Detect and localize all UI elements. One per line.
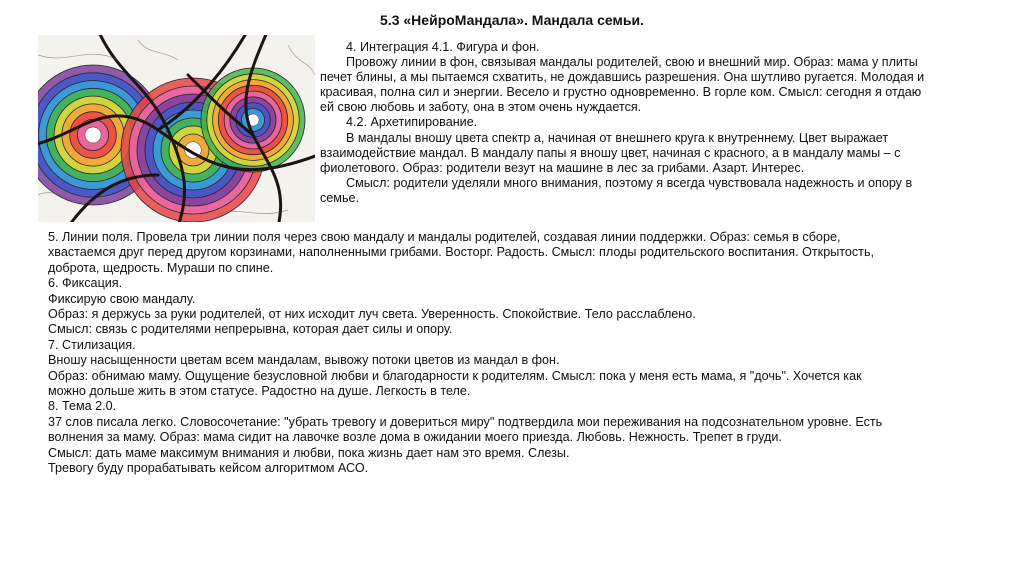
text-line: Образ: обнимаю маму. Ощущение безусловной любви и благодарности к родителям. Смысл: пока у меня есть мама, я "дочь". Хочется как — [48, 368, 862, 383]
text-line: Провожу линии в фон, связывая мандалы родителей, свою и внешний мир. Образ: мама у плиты — [346, 55, 918, 70]
text-line: Смысл: дать маме максимум внимания и любви, пока жизнь дает нам это время. Слезы. — [48, 445, 570, 460]
text-line: семье. — [320, 190, 360, 205]
text-line: Тревогу буду прорабатывать кейсом алгоритмом АСО. — [48, 461, 369, 476]
mandala-center — [85, 127, 101, 143]
text-line: ей свою любовь и заботу, она в этом очень нуждается. — [320, 100, 642, 115]
text-line: 7. Стилизация. — [48, 337, 136, 352]
text-line: 6. Фиксация. — [48, 276, 123, 291]
text-line: Смысл: родители уделяли много внимания, поэтому я всегда чувствовала надежность и опору в — [346, 175, 913, 190]
text-line: Смысл: связь с родителями непрерывна, которая дает силы и опору. — [48, 322, 453, 337]
text-line: можно дольше жить в этом статусе. Радостно на душе. Легкость в теле. — [48, 384, 471, 399]
steps-section — [48, 230, 988, 477]
text-line: В мандалы вношу цвета спектр а, начиная от внешнего круга к внутреннему. Цвет выражает — [346, 130, 889, 145]
mandala-3 — [201, 68, 305, 172]
text-line: 5. Линии поля. Провела три линии поля через свою мандалу и мандалы родителей, создавая линии поддержки. Образ: семья в сборе, — [48, 230, 841, 244]
text-line: печет блины, а мы пытаемся схватить, не дождавшись разрешения. Она шутливо ругается. Молодая и — [320, 70, 925, 85]
integration-section — [320, 40, 1000, 206]
text-line: волнения за маму. Образ: мама сидит на лавочке возле дома в ожидании моего приезда. Любовь. Нежность. Трепет в груди. — [48, 430, 782, 445]
text-line: 37 слов писала легко. Словосочетание: "убрать тревогу и довериться миру" подтвердила мои переживания на подсознательном уровне. Есть — [48, 414, 883, 429]
text-line: Образ: я держусь за руки родителей, от них исходит луч света. Уверенность. Спокойствие. Тело расслаблено. — [48, 307, 696, 322]
text-line: хвастаемся друг перед другом корзинами, наполненными грибами. Восторг. Радость. Смысл: плоды родительского воспитания. Открытость, — [48, 245, 875, 260]
slide-title: 5.3 «НейроМандала». Мандала семьи. — [380, 12, 644, 28]
text-line: 8. Тема 2.0. — [48, 399, 117, 414]
text-line: взаимодействие мандал. В мандалу папы я вношу цвет, начиная с красного, а в мандалу мамы – с — [320, 145, 901, 160]
mandala-artwork — [38, 35, 315, 222]
text-line: 4. Интеграция 4.1. Фигура и фон. — [346, 40, 540, 54]
text-line: Фиксирую свою мандалу. — [48, 291, 196, 306]
text-line: красивая, полна сил и энергии. Весело и грустно одновременно. В горле ком. Смысл: сегодня я отдаю — [320, 85, 922, 100]
text-line: 4.2. Архетипирование. — [346, 115, 478, 130]
text-line: фиолетового. Образ: родители везут на машине в лес за грибами. Азарт. Интерес. — [320, 160, 805, 175]
text-line: доброта, щедрость. Мураши по спине. — [48, 260, 274, 275]
text-line: Вношу насыщенности цветам всем мандалам, вывожу потоки цветов из мандал в фон. — [48, 353, 560, 368]
